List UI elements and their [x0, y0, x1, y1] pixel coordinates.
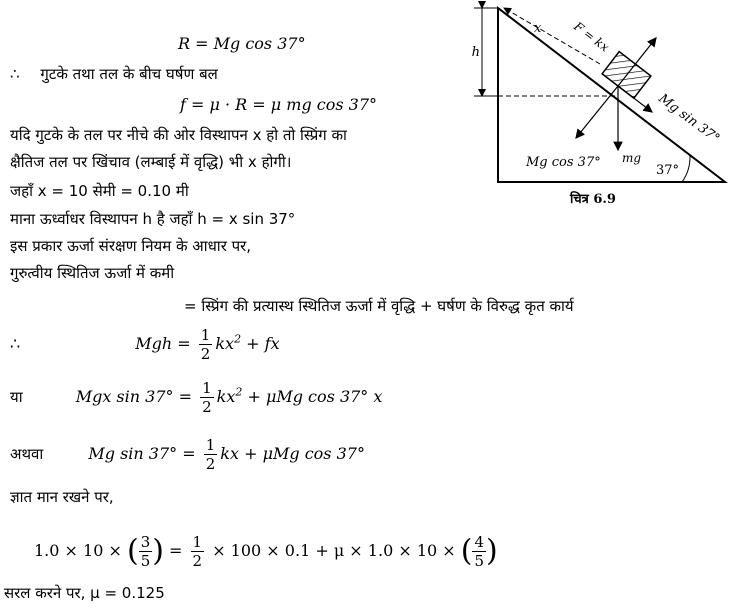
displacement-statement: यदि गुटके के तल पर नीचे की ओर विस्थापन x हो तो स्प्रिंग का [10, 126, 347, 144]
half-fraction-3: $\frac{1}{2}$ [205, 436, 216, 473]
energy-balance-statement: = स्प्रिंग की प्रत्यास्थ स्थितिज ऊर्जा में वृद्धि + घर्षण के विरुद्ध कृत कार्य [184, 297, 574, 315]
therefore-symbol: ∴ [10, 65, 20, 83]
mg-sin-label: Mg sin 37° [655, 91, 723, 147]
simplified-rhs: kx + μMg cos 37° [220, 444, 365, 463]
therefore-symbol-2: ∴ [10, 334, 21, 353]
fraction-four-fifths: $\frac{4}{5}$ [474, 533, 485, 570]
simplified-lhs: Mg sin 37° = [88, 444, 196, 463]
mg-cos-label: Mg cos 37° [526, 155, 601, 170]
or-else-label: अथवा [10, 445, 44, 463]
normal-reaction-equation: R = Mg cos 37° [178, 34, 306, 53]
x-label: x [534, 21, 542, 36]
substitution-statement: ज्ञात मान रखने पर, [10, 488, 114, 506]
sub-part-1: 1.0 × 10 × [34, 541, 122, 560]
energy-equation-fx: + fx [246, 334, 280, 353]
half-fraction-2: $\frac{1}{2}$ [202, 379, 212, 416]
sub-part-3: × 100 × 0.1 + μ × 1.0 × 10 × [212, 541, 456, 560]
extension-statement: क्षैतिज तल पर खिंचाव (लम्बाई में वृद्धि) भी x होगी। [10, 153, 292, 171]
expanded-kx: kx [216, 387, 236, 406]
energy-equation-kx: kx [215, 334, 235, 353]
incline-diagram [470, 0, 740, 215]
energy-equation-lhs: Mgh = [135, 334, 191, 353]
pe-decrease-statement: गुरुत्वीय स्थितिज ऊर्जा में कमी [10, 264, 175, 282]
energy-conservation-statement: इस प्रकार ऊर्जा संरक्षण नियम के आधार पर, [10, 237, 252, 255]
friction-equation: f = μ · R = μ mg cos 37° [180, 95, 378, 114]
numeric-substitution: 1.0 × 10 × ( $\frac{3}{5}$ ) = $\frac{1}{2}$ × 100 × 0.1 + μ × 1.0 × 10 × ( $\frac{4}{5}$ ) [34, 533, 498, 570]
mg-label: mg [622, 151, 642, 165]
h-label: h [471, 45, 480, 60]
expanded-lhs: Mgx sin 37° = [75, 387, 192, 406]
or-label: या [10, 388, 23, 406]
angle-label: 37° [656, 163, 680, 178]
expanded-friction-term: + μMg cos 37° x [247, 387, 383, 406]
energy-equation-expanded: या Mgx sin 37° = $\frac{1}{2}$ $kx^2 + \mu Mg$ cos 37° x [10, 379, 383, 416]
energy-equation: ∴ Mgh = $\frac{1}{2}$ $kx^2$ + fx [10, 326, 280, 363]
fraction-one-half: $\frac{1}{2}$ [192, 533, 203, 570]
displacement-value: जहाँ x = 10 सेमी = 0.10 मी [10, 182, 189, 200]
mg-cos-arrow [576, 86, 618, 138]
friction-heading [10, 64, 218, 84]
sub-equals: = [169, 541, 183, 560]
force-label: F = kx [571, 19, 612, 55]
friction-heading-text: गुटके तथा तल के बीच घर्षण बल [40, 65, 218, 83]
energy-equation-simplified [10, 436, 365, 473]
figure-caption: चित्र 6.9 [570, 192, 616, 207]
fraction-three-fifths: $\frac{3}{5}$ [140, 533, 151, 570]
angle-arc [682, 156, 690, 182]
final-result: सरल करने पर, μ = 0.125 [4, 584, 165, 602]
vertical-displacement-statement: माना ऊर्ध्वाधर विस्थापन h है जहाँ h = x sin 37° [10, 210, 296, 228]
half-fraction-1: $\frac{1}{2}$ [200, 326, 211, 363]
